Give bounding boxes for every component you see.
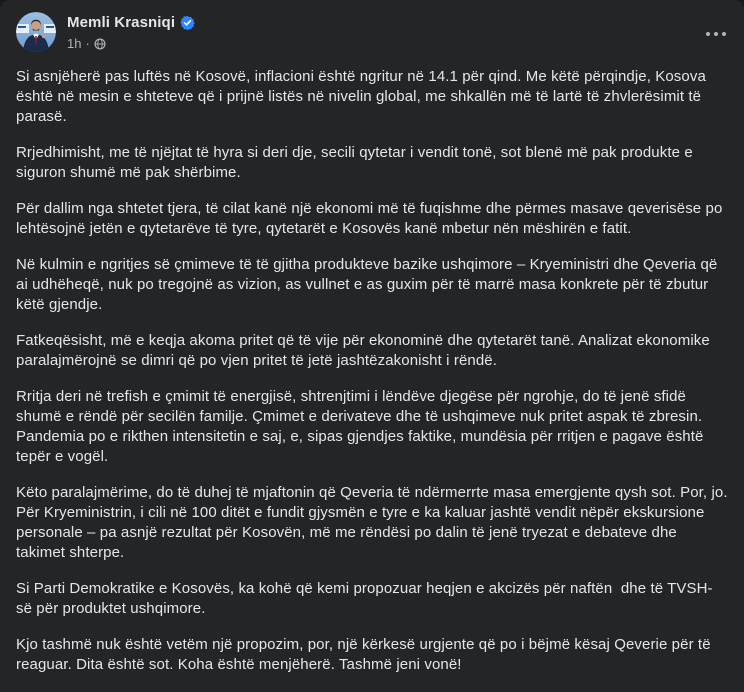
post-paragraph: Këto paralajmërime, do të duhej të mjaftonin që Qeveria të ndërmerrte masa emergjente qysh sot. Por, jo. Për Kryeministrin, i cili në 100 ditët e fundit gjysmën e tyre e ka kaluar jashtë vendit nëpër ekskursione personale – pa asnjë rezultat për Kosovën, më me rëndësi po dalin të jenë tryezat e debateve dhe takimet shterpe. (16, 484, 732, 561)
ellipsis-icon (706, 32, 710, 36)
post-paragraph: Si Parti Demokratike e Kosovës, ka kohë që kemi propozuar heqjen e akcizës për naftën dhe të TVSH-së për produktet ushqimore. (16, 580, 713, 617)
post-paragraph: Rrjedhimisht, me të njëjtat të hyra si deri dje, secili qytetar i vendit tonë, sot blenë më pak produkte e siguron shumë më pak shërbime. (16, 144, 698, 181)
more-options-button[interactable] (698, 16, 734, 52)
post-header (0, 0, 744, 52)
post-paragraph: Rritja deri në trefish e çmimit të energjisë, shtrenjtimi i lëndëve djegëse për ngrohje, do të jenë sfidë shumë e rëndë për secilën familje. Çmimet e derivateve dhe të ushqimeve nuk pritet aspak të zbresin. Pandemia po e rikthen intensitetin e saj, e, sipas gjendjes faktike, mundësia për rritjen e pagave është tepër e vogël. (16, 388, 711, 465)
post-meta (67, 35, 195, 51)
ellipsis-icon (722, 32, 726, 36)
post-paragraph: Si asnjëherë pas luftës në Kosovë, inflacioni është ngritur në 14.1 për qind. Me këtë përqindje, Kosova është në mesin e shteteve që i prijnë listës në nivelin global, me shkallën më të lartë të zhvlerësimit të parasë. (16, 68, 711, 125)
globe-icon (94, 38, 106, 50)
post-paragraph: Kjo tashmë nuk është vetëm një propozim, por, një kërkesë urgjente që po i bëjmë kësaj Qeverie për të reaguar. Dita është sot. Koha është menjëherë. Tashmë jeni vonë! (16, 636, 715, 673)
verified-badge-icon (180, 15, 195, 30)
post-content (0, 67, 744, 675)
timestamp[interactable]: 1h (67, 35, 82, 51)
avatar[interactable] (16, 12, 56, 52)
post-paragraph: Fatkeqësisht, më e keqja akoma pritet që të vije për ekonominë dhe qytetarët tanë. Analizat ekonomike paralajmërojnë se dimri që po vjen pritet të jetë jashtëzakonisht i rëndë. (16, 332, 715, 369)
author-row (67, 12, 195, 32)
author-name[interactable]: Memli Krasniqi (67, 13, 176, 31)
post-paragraph: Për dallim nga shtetet tjera, të cilat kanë një ekonomi më të fuqishme dhe përmes masave qeverisëse po lehtësojnë jetën e qytetarëve të tyre, qytetarët e Kosovës kanë mbetur nën mëshirën e fatit. (16, 200, 727, 237)
post-header-info (67, 12, 195, 51)
ellipsis-icon (714, 32, 718, 36)
avatar-photo (16, 12, 56, 52)
meta-separator: · (85, 35, 90, 51)
post-paragraph: Në kulmin e ngritjes së çmimeve të të gjitha produkteve bazike ushqimore – Kryeministri dhe Qeveria që ai udhëheqë, nuk po tregojnë as vizion, as vullnet e as guxim për të marrë masa konkrete për të zbutur këtë gjendje. (16, 256, 722, 313)
